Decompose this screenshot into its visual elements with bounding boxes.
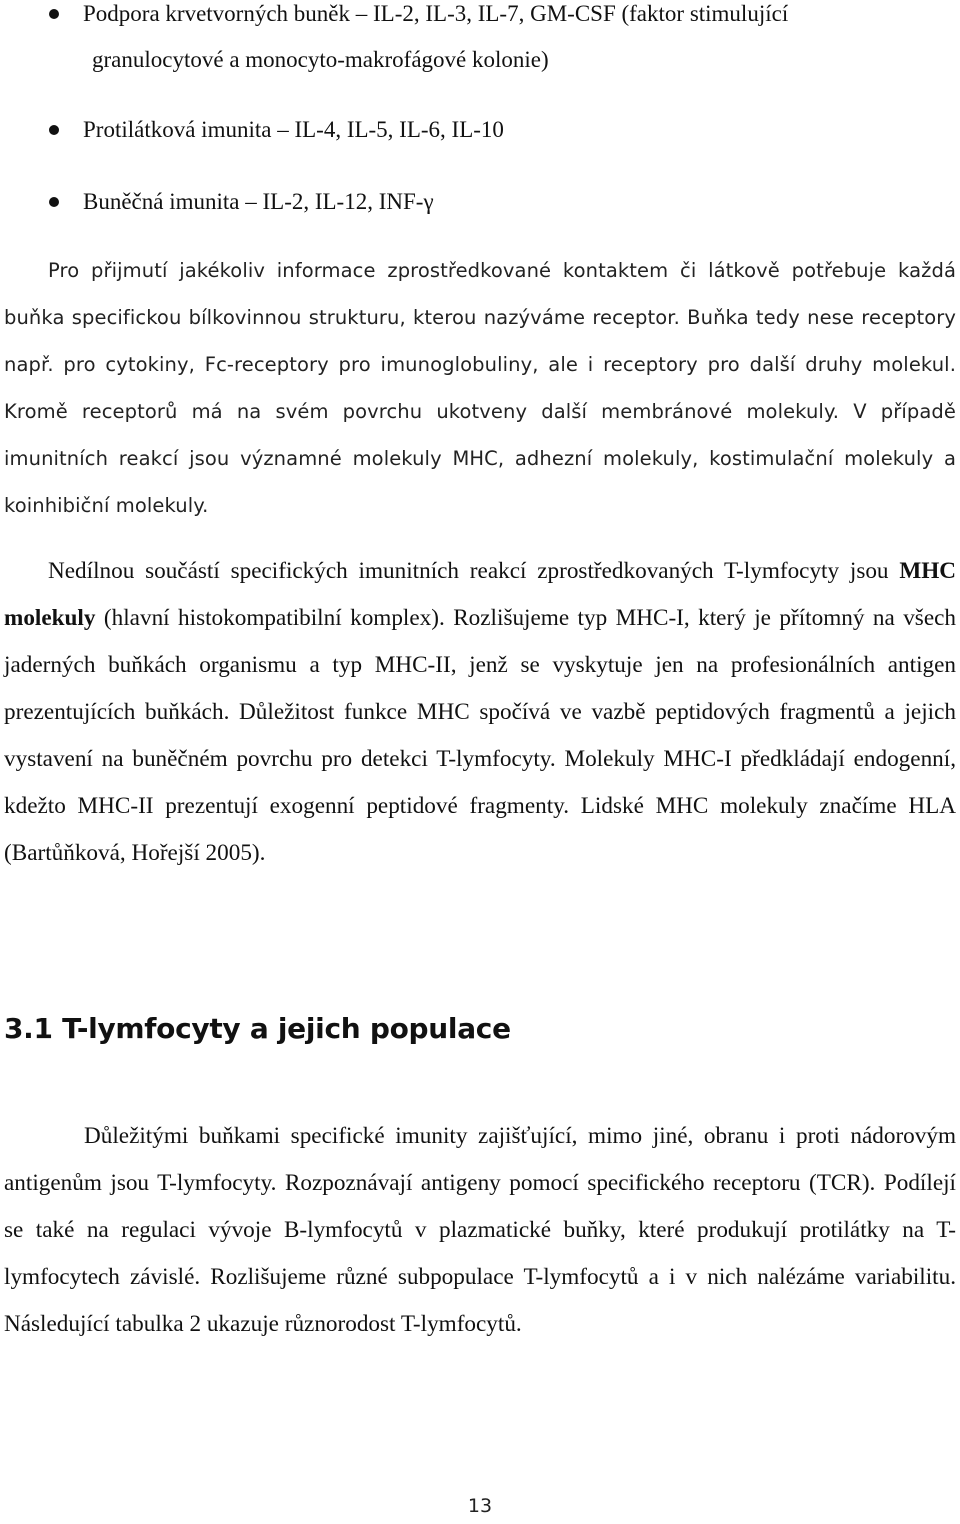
- paragraph-mhc-text-rest: (hlavní histokompatibilní komplex). Rozlišujeme typ MHC-I, který je přítomný na všech jaderných buňkách organismu a typ MHC-II, jenž se vyskytuje jen na profesionálních antigen prezentujících buňkách. Důležitost funkce MHC spočívá ve vazbě peptidových fragmentů a jejich vystavení na buněčném povrchu pro detekci T-lymfocyty. Molekuly MHC-I předkládají endogenní, kdežto MHC-II prezentují exogenní peptidové fragmenty. Lidské MHC molekuly značíme HLA (Bartůňková, Hořejší 2005).: [4, 605, 956, 866]
- bullet-text: Buněčná imunita – IL-2, IL-12, INF-γ: [83, 189, 434, 214]
- bullet-dot-icon: [49, 197, 59, 207]
- paragraph-t-lymphocytes: Důležitými buňkami specifické imunity zajišťující, mimo jiné, obranu i proti nádorovým antigenům jsou T-lymfocyty. Rozpoznávají antigeny pomocí specifického receptoru (TCR). Podílejí se také na regulaci vývoje B-lymfocytů v plazmatické buňky, které produkují protilátky na T-lymfocytech závislé. Rozlišujeme různé subpopulace T-lymfocytů a i v nich nalézáme variabilitu. Následující tabulka 2 ukazuje různorodost T-lymfocytů.: [4, 1123, 956, 1337]
- section-heading: 3.1 T-lymfocyty a jejich populace: [4, 1012, 511, 1045]
- page-number: 13: [467, 1495, 493, 1517]
- paragraph-mhc: [4, 548, 956, 877]
- paragraph-mhc-text: Nedílnou součástí specifických imunitních reakcí zprostředkovaných T-lymfocyty jsou: [48, 558, 900, 584]
- paragraph-receptors: Pro přijmutí jakékoliv informace zprostředkované kontaktem či látkově potřebuje každá buňka specifickou bílkovinnou strukturu, kterou nazýváme receptor. Buňka tedy nese receptory např. pro cytokiny, Fc-receptory pro imunoglobuliny, ale i receptory pro další druhy molekul. Kromě receptorů má na svém povrchu ukotveny další membránové molekuly. V případě imunitních reakcí jsou významné molekuly MHC, adhezní molekuly, kostimulační molekuly a koinhibiční molekuly.: [4, 259, 956, 517]
- bullet-text: Protilátková imunita – IL-4, IL-5, IL-6, IL-10: [83, 117, 504, 142]
- paragraph-mhc-bold: MHC molekuly: [4, 558, 956, 631]
- bullet-text-continued: granulocytové a monocyto-makrofágové kolonie): [92, 47, 549, 72]
- bullet-dot-icon: [49, 9, 59, 19]
- bullet-text: Podpora krvetvorných buněk – IL-2, IL-3, IL-7, GM-CSF (faktor stimulující: [83, 1, 789, 26]
- bullet-dot-icon: [49, 125, 59, 135]
